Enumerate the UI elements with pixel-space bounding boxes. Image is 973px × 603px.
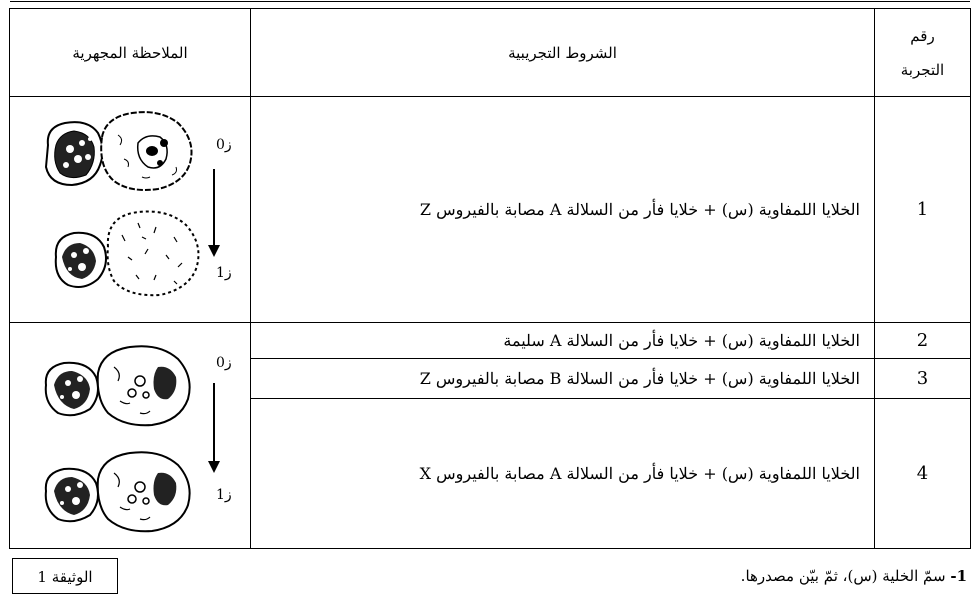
condition-4: الخلايا اللمفاوية (س) + خلايا فأر من السلالة A مصابة بالفيروس X <box>251 399 875 549</box>
header-number <box>875 9 971 97</box>
lymphocyte-cell <box>46 122 103 185</box>
time-label-start: ز0 <box>216 355 232 371</box>
experiment-number-3: 3 <box>875 359 971 399</box>
target-cell-intact <box>101 112 191 190</box>
time-arrow <box>208 169 220 257</box>
header-number-line2: التجربة <box>900 60 945 79</box>
lymphocyte-cell <box>46 363 98 415</box>
target-cell-lysed <box>108 212 199 296</box>
lymphocyte-cell <box>46 469 98 521</box>
question-text: سمّ الخلية (س)، ثمّ بيّن مصدرها. <box>740 567 951 585</box>
condition-1: الخلايا اللمفاوية (س) + خلايا فأر من السلالة A مصابة بالفيروس Z <box>251 97 875 323</box>
document-label: الوثيقة 1 <box>12 558 118 594</box>
header-conditions: الشروط التجريبية <box>251 9 875 97</box>
table-row <box>10 323 971 359</box>
time-label-start: ز0 <box>216 137 232 153</box>
micro-drawing-no-lysis <box>10 323 250 548</box>
micro-observation-1 <box>10 97 251 323</box>
time-label-end: ز1 <box>216 487 232 503</box>
experiment-table <box>9 8 971 549</box>
top-rule <box>10 1 970 2</box>
target-cell-intact <box>98 452 190 531</box>
lymphocyte-cell <box>56 233 106 287</box>
table-header-row <box>10 9 971 97</box>
condition-2: الخلايا اللمفاوية (س) + خلايا فأر من السلالة A سليمة <box>251 323 875 359</box>
header-number-line1: رقم <box>910 26 935 45</box>
experiment-number-1: 1 <box>875 97 971 323</box>
table-row <box>10 97 971 323</box>
question-number: 1- <box>950 567 967 585</box>
question-1 <box>741 567 967 585</box>
micro-drawing-lysis <box>10 97 250 322</box>
experiment-number-4: 4 <box>875 399 971 549</box>
condition-3: الخلايا اللمفاوية (س) + خلايا فأر من السلالة B مصابة بالفيروس Z <box>251 359 875 399</box>
target-cell-intact <box>98 346 190 425</box>
time-arrow <box>208 383 220 473</box>
experiment-number-2: 2 <box>875 323 971 359</box>
micro-observation-2-4 <box>10 323 251 549</box>
header-observation: الملاحظة المجهرية <box>10 9 251 97</box>
time-label-end: ز1 <box>216 265 232 281</box>
